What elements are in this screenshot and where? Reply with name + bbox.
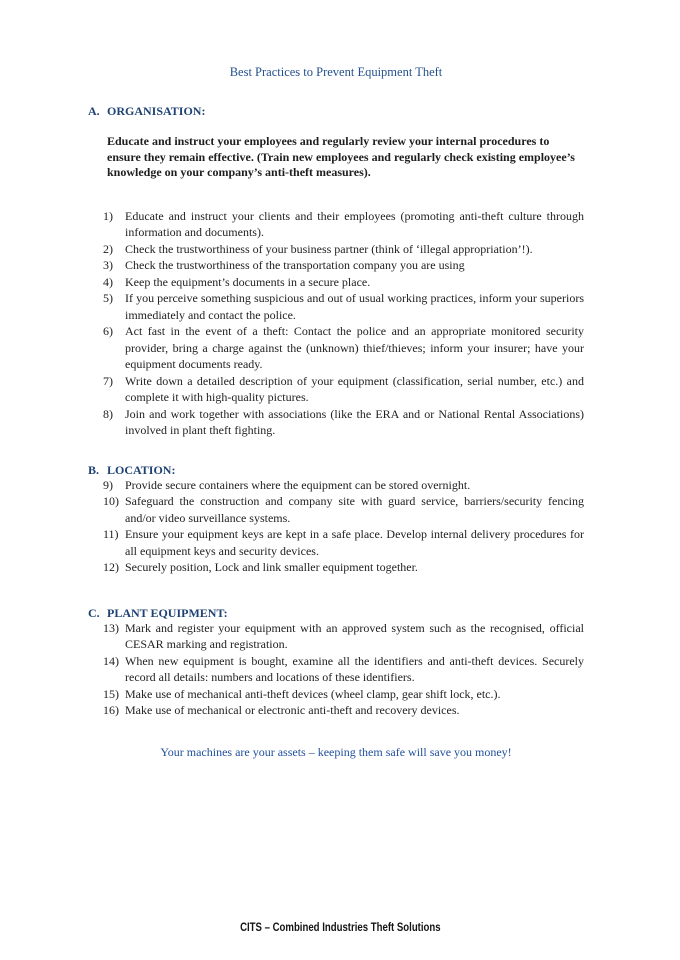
list-item-number: 13) [103,620,119,635]
list-item [88,241,584,258]
list-item [88,653,584,686]
list-item-number: 4) [103,274,113,289]
section-intro: Educate and instruct your employees and regularly review your internal procedures to ensure they remain effective. (Train new employees and regularly check existing employee’s knowledge on your company’s anti-theft measures). [107,134,575,179]
list-item [88,373,584,406]
list-item-number: 9) [103,477,113,492]
section-heading [88,606,584,620]
list-item-text: Write down a detailed description of your equipment (classification, serial number, etc.) and complete it with high-quality pictures. [125,373,584,404]
footer-text: CITS – Combined Industries Theft Solutions [239,920,441,934]
section-title: ORGANISATION: [107,104,206,118]
section-title: LOCATION: [107,462,176,477]
list-item-number: 8) [103,406,113,421]
section-organisation [88,104,584,439]
list-item-text: Check the trustworthiness of the transportation company you are using [125,258,465,272]
list-item-number: 11) [103,527,119,541]
list-item-text: Make use of mechanical anti-theft devices (wheel clamp, gear shift lock, etc.). [125,686,501,701]
list-item [88,323,584,373]
list-item-number: 14) [103,653,119,668]
list-item-number: 7) [103,373,113,388]
list-item [88,406,584,439]
list-item-number: 15) [103,686,119,701]
list-item-text: If you perceive something suspicious and out of usual working practices, inform your superiors immediately and contact the police. [125,291,584,322]
footer [0,918,680,936]
section-heading [88,463,584,477]
list-item-text: Check the trustworthiness of your business partner (think of ‘illegal appropriation’!). [125,241,533,256]
section-location [88,463,584,576]
numbered-list [88,620,584,719]
numbered-list [88,208,584,439]
list-item [88,493,584,526]
list-item-text: Ensure your equipment keys are kept in a safe place. Develop internal delivery procedures for all equipment keys and security devices. [125,527,584,558]
list-item-number: 12) [103,560,119,574]
numbered-list [88,477,584,576]
list-item [88,686,584,703]
list-item-number: 5) [103,291,113,305]
list-item [88,526,584,559]
section-letter: C. [88,605,100,620]
list-item-number: 6) [103,324,113,338]
list-item [88,257,584,274]
list-item-text: Keep the equipment’s documents in a secure place. [125,274,371,289]
list-item [88,620,584,653]
section-title: PLANT EQUIPMENT: [107,605,228,620]
list-item [88,274,584,291]
list-item [88,702,584,719]
section-letter: A. [88,104,100,118]
list-item-text: Join and work together with associations (like the ERA and or National Rental Associations) involved in plant theft fighting. [125,406,584,437]
list-item-text: Make use of mechanical or electronic anti-theft and recovery devices. [125,703,460,717]
list-item-number: 10) [103,494,119,508]
list-item-text: Securely position, Lock and link smaller equipment together. [125,560,418,574]
list-item-text: Mark and register your equipment with an approved system such as the recognised, official CESAR marking and registration. [125,620,584,651]
section-plant-equipment [88,606,584,719]
list-item [88,290,584,323]
list-item-number: 1) [103,208,113,223]
list-item-number: 3) [103,258,113,272]
list-item [88,559,584,576]
list-item-number: 16) [103,703,119,717]
list-item [88,208,584,241]
document-content [88,64,584,760]
document-title: Best Practices to Prevent Equipment Theft [229,65,443,79]
list-item-text: When new equipment is bought, examine all the identifiers and anti-theft devices. Securely record all details: numbers and locations of these identifiers. [125,653,584,684]
closing-line: Your machines are your assets – keeping them safe will save you money! [160,744,512,759]
list-item-text: Educate and instruct your clients and their employees (promoting anti-theft culture through information and documents). [125,208,584,239]
section-heading [88,104,584,118]
section-letter: B. [88,462,100,477]
list-item-number: 2) [103,241,113,256]
list-item-text: Act fast in the event of a theft: Contact the police and an appropriate monitored security provider, bring a charge against the (unknown) thief/thieves; inform your insurer; have your equipment documents ready. [125,324,584,371]
list-item-text: Provide secure containers where the equipment can be stored overnight. [125,477,471,492]
list-item [88,477,584,494]
list-item-text: Safeguard the construction and company site with guard service, barriers/security fencing and/or video surveillance systems. [125,494,584,525]
